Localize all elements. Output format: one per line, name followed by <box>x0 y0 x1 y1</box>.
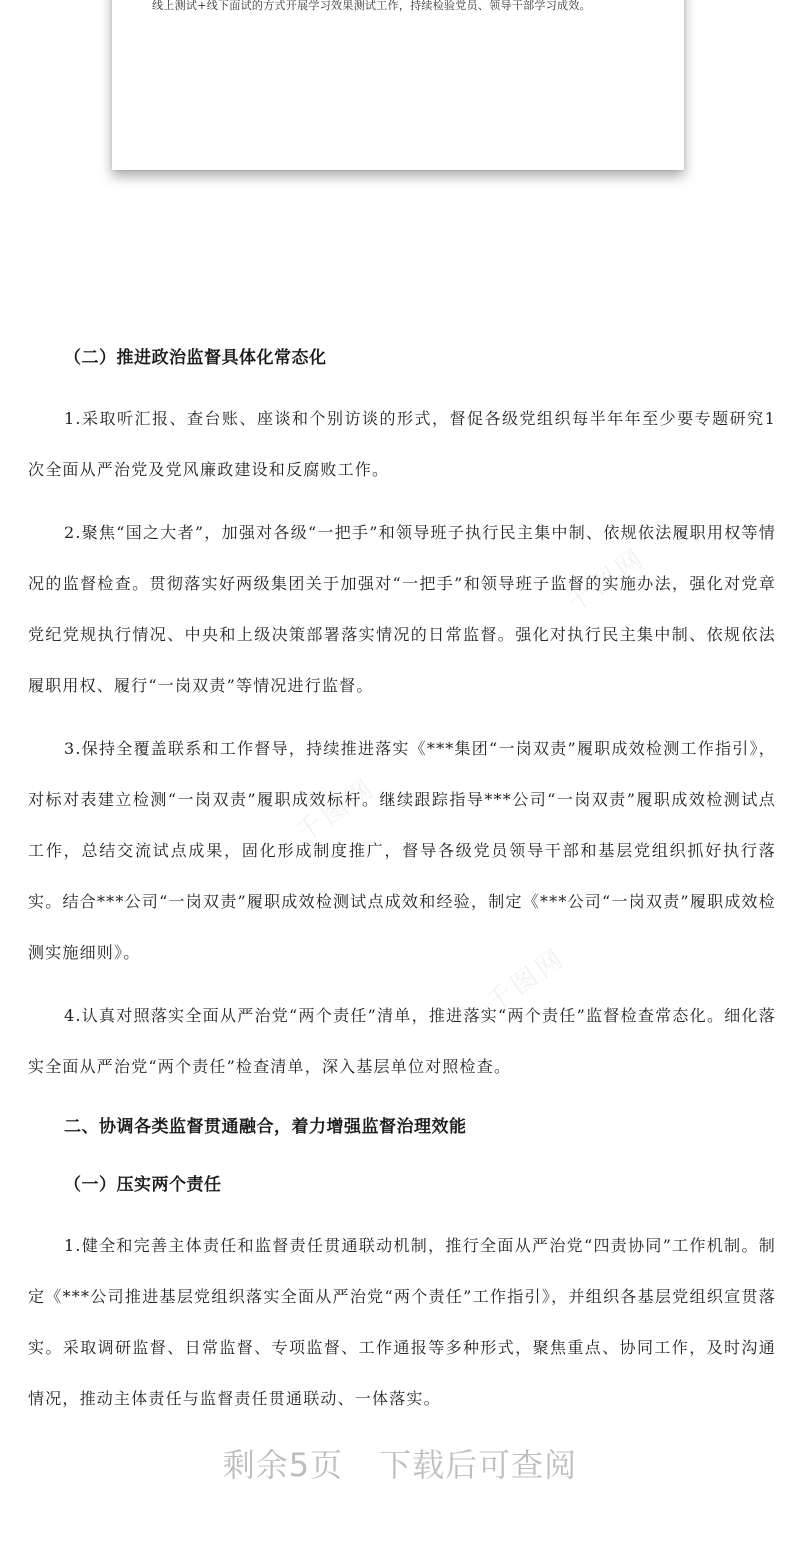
paragraph: 1.采取听汇报、查台账、座谈和个别访谈的形式，督促各级党组织每半年年至少要专题研究1次全面从严治党及党风廉政建设和反腐败工作。 <box>28 409 776 479</box>
paragraph: 1.健全和完善主体责任和监督责任贯通联动机制，推行全面从严治党“四责协同”工作机制。制定《***公司推进基层党组织落实全面从严治党“两个责任”工作指引》，并组织各基层党组织宣贯落实。采取调研监督、日常监督、专项监督、工作通报等多种形式，聚焦重点、协同工作，及时沟通情况，推动主体责任与监督责任贯通联动、一体落实。 <box>28 1236 776 1408</box>
watermark: 千图网 <box>560 542 652 619</box>
download-to-view-text: 下载后可查阅 <box>379 1446 578 1484</box>
watermark: 千图网 <box>480 942 572 1019</box>
preview-page-card <box>112 0 684 170</box>
subsection-heading: （一）压实两个责任 <box>64 1175 222 1195</box>
remaining-pages-text: 剩余5页 <box>222 1446 344 1484</box>
download-prompt-banner[interactable] <box>0 1440 800 1486</box>
document-body <box>28 335 776 1424</box>
preview-text-line: 线上测试+线下面试的方式开展学习效果测试工作，持续检验党员、领导干部学习成效。 <box>152 0 591 12</box>
watermark: 千图网 <box>290 772 382 849</box>
paragraph: 3.保持全覆盖联系和工作督导，持续推进落实《***集团“一岗双责”履职成效检测工作指引》，对标对表建立检测“一岗双责”履职成效标杆。继续跟踪指导***公司“一岗双责”履职成效检测试点工作，总结交流试点成果，固化形成制度推广，督导各级党员领导干部和基层党组织抓好执行落实。结合***公司“一岗双责”履职成效检测试点成效和经验，制定《***公司“一岗双责”履职成效检测实施细则》。 <box>28 739 776 962</box>
paragraph: 4.认真对照落实全面从严治党“两个责任”清单，推进落实“两个责任”监督检查常态化。细化落实全面从严治党“两个责任”检查清单，深入基层单位对照检查。 <box>28 1006 776 1076</box>
section-heading: （二）推进政治监督具体化常态化 <box>64 348 327 368</box>
section-heading: 二、协调各类监督贯通融合，着力增强监督治理效能 <box>64 1117 467 1137</box>
paragraph: 2.聚焦“国之大者”，加强对各级“一把手”和领导班子执行民主集中制、依规依法履职用权等情况的监督检查。贯彻落实好两级集团关于加强对“一把手”和领导班子监督的实施办法，强化对党章党纪党规执行情况、中央和上级决策部署落实情况的日常监督。强化对执行民主集中制、依规依法履职用权、履行“一岗双责”等情况进行监督。 <box>28 523 776 695</box>
